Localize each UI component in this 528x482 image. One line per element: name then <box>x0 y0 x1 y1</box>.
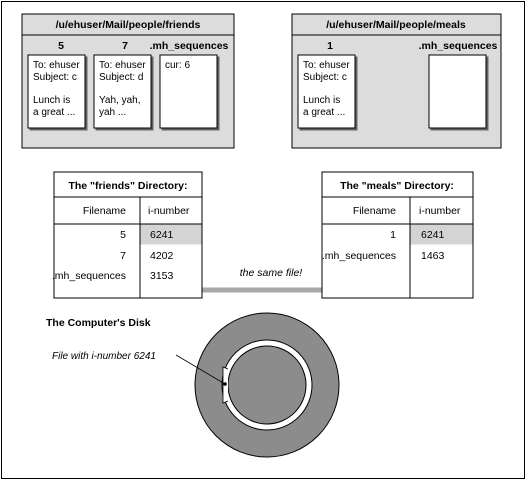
file-friends-mh-line: cur: 6 <box>165 60 191 71</box>
file-1-line: Lunch is <box>303 95 341 106</box>
friends-row-inumber: 3153 <box>150 270 174 282</box>
file-7-line: yah ... <box>99 107 127 118</box>
friends-col-filename: Filename <box>82 205 126 217</box>
file-friends-mh-name: .mh_sequences <box>149 40 229 52</box>
meals-table-title: The "meals" Directory: <box>340 180 454 192</box>
folder-friends-path: /u/ehuser/Mail/people/friends <box>55 19 201 31</box>
meals-row-inumber: 1463 <box>421 250 445 262</box>
file-7-line: Subject: d <box>99 72 144 83</box>
same-file-label: the same file! <box>239 267 303 279</box>
file-7-name: 7 <box>122 40 128 52</box>
disk-file-label: File with i-number 6241 <box>52 351 156 362</box>
folder-friends <box>22 14 234 148</box>
disk-hub <box>228 346 306 424</box>
file-meals-mh-name: .mh_sequences <box>418 40 498 52</box>
friends-row-filename: 7 <box>120 250 126 262</box>
file-meals-mh-page <box>429 55 486 128</box>
meals-row-filename: 1 <box>390 229 396 241</box>
meals-row-filename: .mh_sequences <box>321 250 396 262</box>
meals-col-inumber: i-number <box>419 205 461 217</box>
file-5-line: Lunch is <box>33 95 71 106</box>
folder-meals <box>292 14 501 148</box>
file-pointer-dot <box>223 382 227 386</box>
meals-col-filename: Filename <box>352 205 396 217</box>
meals-directory-table <box>322 172 473 298</box>
file-1-line: a great ... <box>303 107 346 118</box>
file-5-name: 5 <box>58 40 64 52</box>
file-7-line: Yah, yah, <box>99 95 141 106</box>
friends-directory-table <box>52 172 202 298</box>
friends-row-inumber: 6241 <box>150 229 174 241</box>
file-1-line: To: ehuser <box>303 60 350 71</box>
friends-row-inumber: 4202 <box>150 250 174 262</box>
disk-title: The Computer's Disk <box>46 317 151 329</box>
friends-row-filename: 5 <box>120 229 126 241</box>
file-5-line: To: ehuser <box>33 60 80 71</box>
file-5-line: Subject: c <box>33 72 77 83</box>
friends-table-title: The "friends" Directory: <box>68 180 188 192</box>
friends-col-inumber: i-number <box>148 205 190 217</box>
computer-disk <box>46 313 339 457</box>
meals-row-inumber: 6241 <box>421 229 445 241</box>
friends-row-filename: .mh_sequences <box>51 270 126 282</box>
file-1-line: Subject: c <box>303 72 347 83</box>
file-7-line: To: ehuser <box>99 60 146 71</box>
folder-meals-path: /u/ehuser/Mail/people/meals <box>326 19 466 31</box>
file-5-line: a great ... <box>33 107 76 118</box>
file-1-name: 1 <box>327 40 333 52</box>
